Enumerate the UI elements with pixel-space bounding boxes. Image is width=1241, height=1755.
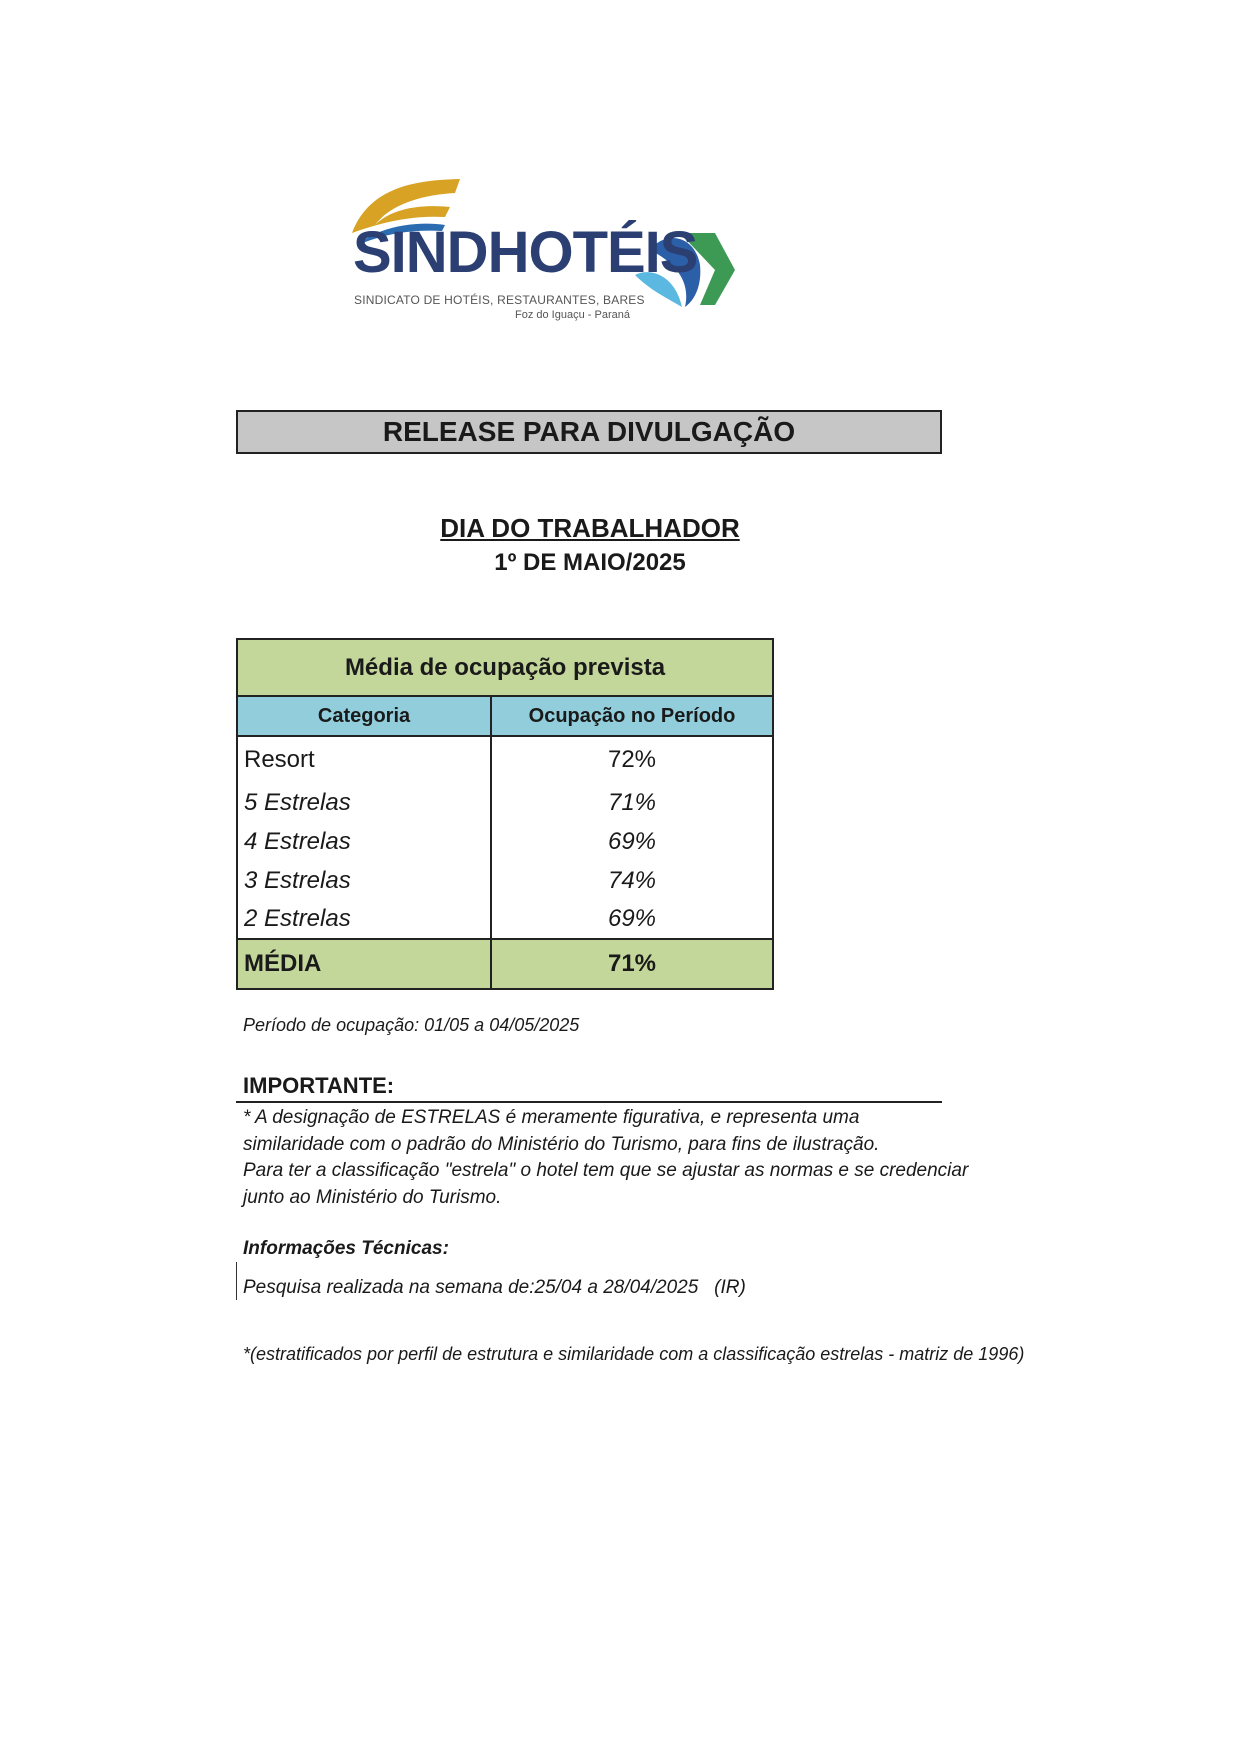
release-banner: RELEASE PARA DIVULGAÇÃO [236,410,942,454]
table-row [237,822,773,861]
row-value: 69% [491,900,773,939]
row-value: 74% [491,861,773,900]
stratification-note: *(estratificados por perfil de estrutura e similaridade com a classificação estrelas - matriz de 1996) [243,1344,1025,1364]
table-row [237,783,773,822]
logo-subtitle: SINDICATO DE HOTÉIS, RESTAURANTES, BARES [354,293,645,307]
table-row [237,861,773,900]
occupancy-period: Período de ocupação: 01/05 a 04/05/2025 [243,1015,580,1035]
average-row [237,939,773,989]
event-date: 1º DE MAIO/2025 [494,549,686,576]
important-line: junto ao Ministério do Turismo. [243,1186,502,1208]
important-text [243,1105,1063,1211]
important-line: similaridade com o padrão do Ministério do Turismo, para fins de ilustração. [243,1133,880,1155]
row-category: 5 Estrelas [237,783,491,822]
sindhoteis-logo [350,175,750,325]
important-heading: IMPORTANTE: [243,1073,395,1098]
column-header-category: Categoria [237,696,491,736]
row-category: 3 Estrelas [237,861,491,900]
row-value: 69% [491,822,773,861]
average-label: MÉDIA [237,939,491,989]
row-category: Resort [237,736,491,783]
important-divider [236,1101,942,1103]
row-category: 4 Estrelas [237,822,491,861]
survey-period: Pesquisa realizada na semana de:25/04 a 28/04/2025 (IR) [243,1277,746,1298]
important-line: Para ter a classificação "estrela" o hotel tem que se ajustar as normas e se credenciar [243,1160,969,1181]
table-row [237,736,773,783]
row-category: 2 Estrelas [237,900,491,939]
row-value: 71% [491,783,773,822]
technical-info-heading: Informações Técnicas: [243,1238,449,1259]
event-title: DIA DO TRABALHADOR [440,513,740,543]
logo-city: Foz do Iguaçu - Paraná [515,309,630,321]
cell-border [236,1262,237,1300]
average-value: 71% [491,939,773,989]
important-line: * A designação de ESTRELAS é meramente figurativa, e representa uma [243,1107,860,1128]
row-value: 72% [491,736,773,783]
table-row [237,900,773,939]
column-header-occupancy: Ocupação no Período [491,696,773,736]
table-title: Média de ocupação prevista [237,639,773,696]
occupancy-table [236,638,774,990]
logo-wordmark: SINDHOTÉIS [353,220,698,285]
